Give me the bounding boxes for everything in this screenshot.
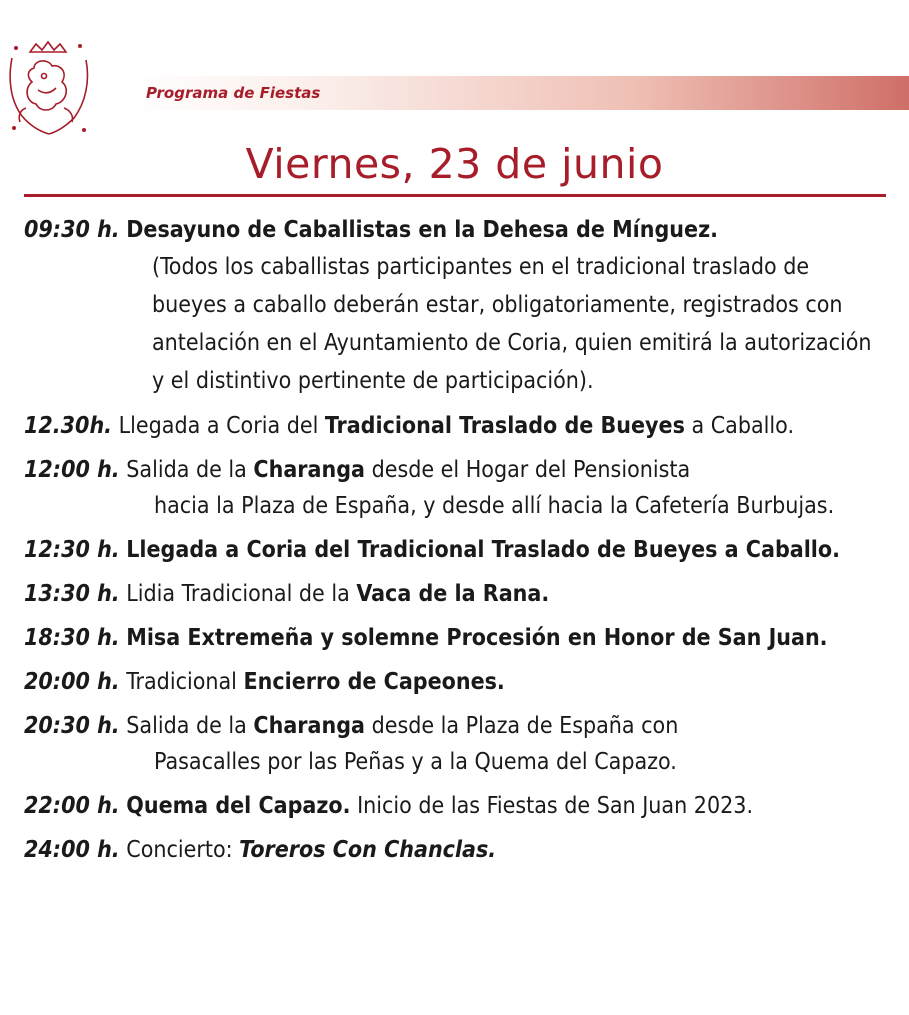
event-item bbox=[24, 212, 886, 400]
event-text: desde la Plaza de España con bbox=[371, 713, 679, 739]
coat-of-arms-icon bbox=[4, 38, 94, 138]
event-text: Llegada a Coria del bbox=[118, 413, 319, 439]
event-item bbox=[24, 452, 886, 524]
event-time: 24:00 h. bbox=[24, 837, 120, 863]
event-item bbox=[24, 576, 886, 612]
event-list bbox=[24, 212, 886, 876]
event-highlight: Charanga bbox=[253, 457, 365, 483]
event-item bbox=[24, 664, 886, 700]
event-item bbox=[24, 620, 886, 656]
event-title: Desayuno de Caballistas en la Dehesa de Mínguez. bbox=[126, 217, 718, 243]
event-time: 20:00 h. bbox=[24, 669, 120, 695]
event-highlight: Quema del Capazo. bbox=[126, 793, 351, 819]
event-item bbox=[24, 408, 886, 444]
event-text: Concierto: bbox=[126, 837, 233, 863]
program-label: Programa de Fiestas bbox=[146, 84, 321, 102]
event-time: 18:30 h. bbox=[24, 625, 120, 651]
day-title: Viernes, 23 de junio bbox=[245, 140, 664, 188]
event-text: Inicio de las Fiestas de San Juan 2023. bbox=[357, 793, 754, 819]
event-item bbox=[24, 708, 886, 780]
event-time: 12:30 h. bbox=[24, 537, 120, 563]
event-highlight: Toreros Con Chanclas. bbox=[239, 837, 497, 863]
event-text: Salida de la bbox=[126, 713, 247, 739]
event-time: 12.30h. bbox=[24, 413, 113, 439]
event-item bbox=[24, 832, 886, 868]
event-time: 20:30 h. bbox=[24, 713, 120, 739]
event-text: Salida de la bbox=[126, 457, 247, 483]
event-text: desde el Hogar del Pensionista bbox=[371, 457, 691, 483]
event-time: 13:30 h. bbox=[24, 581, 120, 607]
event-text: Tradicional bbox=[126, 669, 237, 695]
event-text: Lidia Tradicional de la bbox=[126, 581, 350, 607]
event-continuation: Pasacalles por las Peñas y a la Quema del Capazo. bbox=[154, 749, 677, 775]
event-time: 09:30 h. bbox=[24, 217, 120, 243]
event-highlight: Tradicional Traslado de Bueyes bbox=[324, 413, 685, 439]
event-highlight: Vaca de la Rana. bbox=[356, 581, 550, 607]
event-text: a Caballo. bbox=[691, 413, 795, 439]
event-title: Misa Extremeña y solemne Procesión en Honor de San Juan. bbox=[126, 625, 828, 651]
event-title: Llegada a Coria del Tradicional Traslado de Bueyes a Caballo. bbox=[126, 537, 840, 563]
title-divider bbox=[24, 194, 886, 197]
event-continuation: hacia la Plaza de España, y desde allí hacia la Cafetería Burbujas. bbox=[154, 493, 835, 519]
event-time: 22:00 h. bbox=[24, 793, 120, 819]
event-highlight: Encierro de Capeones. bbox=[243, 669, 505, 695]
event-note: (Todos los caballistas participantes en el tradicional traslado de bueyes a caballo deberán estar, obligatoriamente, registrados con antelación en el Ayuntamiento de Coria, quien emitirá la autorización y el distintivo pertinente de participación). bbox=[152, 254, 872, 394]
event-item bbox=[24, 788, 886, 824]
event-time: 12:00 h. bbox=[24, 457, 120, 483]
event-item bbox=[24, 532, 886, 568]
event-highlight: Charanga bbox=[253, 713, 365, 739]
